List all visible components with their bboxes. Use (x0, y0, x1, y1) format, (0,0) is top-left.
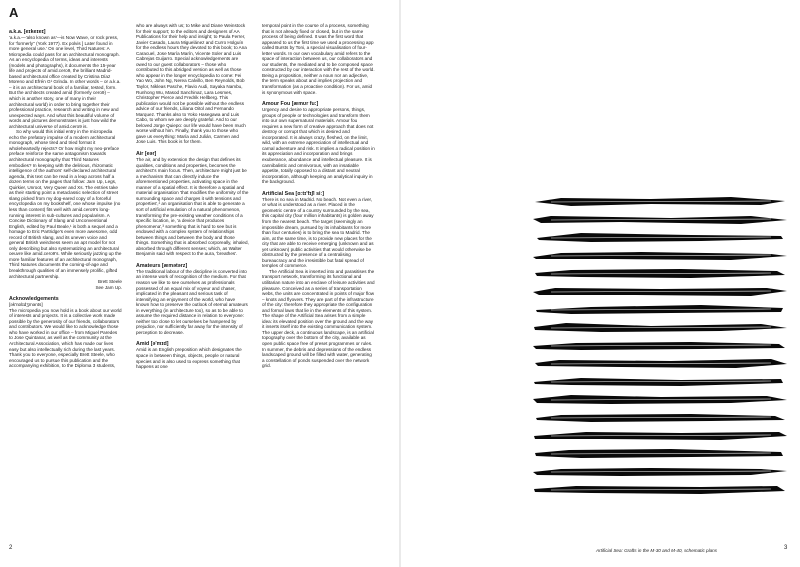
schematic-plan-shape (531, 430, 789, 441)
entry-heading: Amateurs [æmətərz] (136, 262, 188, 269)
schematic-plan-shape (531, 484, 789, 495)
entry-heading: Artificial Sea [ɑːtɪ'fɪʃl siː] (262, 190, 325, 197)
schematic-plan-shape (531, 268, 789, 279)
body-paragraph: Brett Steele (97, 279, 122, 285)
text-column-1 (9, 23, 122, 369)
body-paragraph: who are always with us; to Mike and Diane Weinstock for their support; to the editors and designers of AA Publications for their help and insight; to Paula Ferrer, Javier Casado, Laura Miguelánez and Curro Holguín for the endless hours they devoted to this book; to Ana Caracuel, Jose María Marín, Vicente Soler and Luis Cabrejas Guijarro. Special acknowledgements are owed to our guest collaborators – those who contributed to this abridged version as well as those who appear in the longer encyclopedia to come: Fei Yao Wo, John Ng, Nerea Calvillo, Ben Reynolds, Bob Taylor, Nikleas Pasche, Flavio Audi, Sayaka Nambu, Runhong Wu, Masod Sanchinaz, Lara Lesmes, Christopher Pierce and Fredrik Hellberg. This publication would not be possible without the endless advice of our friends, Liliana Oitol and Fernando Marquez. Thanks also to Yoko Hasegawa and Luis Cabo, to whom we are deeply grateful. And to our beloved Jorge Quiepo: our life would have been much worse without him. Finally, thank you to those who gave us everything: María and Julián, Carmen and Jose Luis. This book is for them. (136, 23, 247, 145)
entry-heading: Acknowledgements (9, 296, 59, 303)
body-paragraph: The micropedia you now hold is a book about our world of interests and projects. It is a collective work made possible by the generosity of our friends, collaborators and contributors. We would like to acknowledge those who have worked in our office – from Miguel Paredes to Jose Quintanar, as well as the community at the Architectural Association, which has made our lives easy but also intellectually rich during the last years. Thank you to everyone, especially Brett Steele, who encouraged us to pursue this publication and the accompanying exhibition, to the Diploma 3 students, (9, 307, 122, 369)
section-letter: A (9, 5, 19, 20)
schematic-plan-shape (531, 340, 789, 351)
schematic-plan-shape (531, 232, 789, 243)
body-paragraph: The Artificial Sea is inserted into and parasitises the transport network, transforming its functional and utilitarian nature into an enclave of leisure activities and pleasure. Conceived as a series of transportation webs, the units are concentrated in points of major flow – knots and flyovers. They are part of the infrastructure of the city: therefore they appropriate the configuration and formal laws that lie in the elements of this system. The shape of the Artificial Sea arises from a simple idea: its elevated position over the ground and the way it inserts itself into the existing communication system. The upper deck, a continuous landscape, is an artificial topography over the bottom of the city, available as open public space free of preset programmes or rules. In summer, the debris and depressions of the endless landscaped ground will be filled with water, generating a constellation of ponds suspended over the network grid. (262, 268, 375, 369)
body-paragraph: temporal point in the course of a process, something that is not already fixed or closed, but in the same process of being defined. It was the first word that appeared to us the first time we used a processing app called Bursts by Toni, a special visualisation of four-letter words. In our own vocabulary amid refers to the space of interaction between us, our collaborators and our students, the mediated and to be composed space constructed by our interaction with the rest of the world. Being a proposition, neither a noun nor an adjective, the term speaks about and implies projection and transformation (as a proactive condition). For us, amid is synonymous with space. (262, 23, 375, 95)
schematic-plan-shape (531, 358, 789, 369)
text-column-2 (136, 23, 249, 370)
page-number-left: 2 (9, 545, 13, 551)
schematic-plan-shape (531, 286, 789, 297)
body-paragraph: So why would this initial entry in the micropedia echo the prefatory impulse of a modern architectural monograph, whose tired and tried format it wholeheartedly rejects? Or how might my neo-preface preface reinforce the same antagonism towards architectural monography that Third Natures embodies? In keeping with the delirious, rhizomatic intelligence of the authors' self-declared architectural agenda, this text can be read in a leap across half a dozen terms on the pages that follow: Jam Up, Legs, Quirkier, Unroot, Very Queer and Xs. The entries take as their starting point a metaclassic selection of street slang picked from my dog-eared copy of a forceful encyclopedia on my bookshelf, one whose impulse (no less than content) fits well with amid.cero9's long-running interest in sub-cultures and popularism. A Concise Dictionary of Slang and Unconventional English, edited by Paul Beale,¹ is both a sequel and a homage to Eric Partridge's even more awesome, odd record of British slang, and its uneven voice and general British weirdness seem an apt model for not only describing but also systematizing an architectural oeuvre like amid.cero9's. While seriously jazzing up the more familiar features of an architectural monograph, Third Natures documents the coming-of-age and breakthrough qualities of an immensely prolific, gifted architectural partnership. (9, 129, 122, 279)
entry-heading: a.k.a. [eɪkeɪeɪ] (9, 29, 46, 35)
page-gutter (399, 0, 401, 567)
figure-caption: Artificial Sea: Grafts in the M-30 and M-40, schematic plans (596, 548, 718, 553)
body-paragraph: There is no sea in Madrid. No beach. Not even a river, or what is understood as a river. Placed in the geometric centre of a country surrounded by the sea, this capital city (four million inhabitants) is golden away from the nearest beach. The target (seemingly an impossible dream, pursued by its inhabitants for more than four centuries) is to bring the sea to Madrid. The aim, at the same time, is to provide new places for the city that are able to receive emerging (unknown and as yet unknown) public activities that would otherwise be obstructed by the presence of a centralising bureaucracy and the irresistible but fatal spread of temples of commerce. (262, 196, 374, 269)
body-paragraph: See Jam Up. (95, 284, 122, 290)
schematic-plan-shape (531, 304, 789, 315)
schematic-plan-shape (531, 214, 789, 225)
entry-heading: Air [eər] (136, 151, 157, 158)
schematic-plan-shape (531, 394, 789, 405)
schematic-plan-shape (531, 196, 789, 207)
entry-phonetic: [ək'nɒlɪdʒmənts] (9, 302, 43, 308)
schematic-plan-shape (531, 466, 789, 477)
body-paragraph: The air, and by extension the design that defines its qualities, conditions and properties, becomes the architect's main focus. Then, architecture might just be a mechanism that can directly induce the aforementioned properties, activating space in the manner of a spatial effect. It is therefore a spatial and material organisation 'that modifies the uniformity of the surrounding space and charges it with tensions and properties',² an organisation that is able to generate a sort of artificial emulation of a natural phenomenon, transforming the pre-existing weather conditions of a specific location, ie, 'a device that produces phenomena',³ something that is hard to see but is endowed with a complex system of relationships between things and between the body and those things. Something that is absorbed corporeally, inhaled, absorbed through different senses; which, as Walter Benjamin said with respect to the aura, 'breathes'. (136, 157, 249, 257)
text-column-3 (262, 23, 375, 369)
schematic-plan-shape (531, 250, 789, 261)
page-number-right: 3 (784, 545, 788, 551)
body-paragraph: Urgency and desire to appropriate persons, things, groups of people or technologies and transform them into our own supernatural materials. Amour fou requires a new form of creative approach that does not destroy or corrupt that which is desired and incorporated. It is always crazy, fleshed, on the limit, wild, with an extreme appreciation of intellectual and carnal adventure and risk. It implies a radical position in its appreciation and incorporation and brings exuberance, abundance and intellectual pleasure. It is cannibalistic and omnivorous, with an insatiable appetite, totally opposed to a distant and neutral incorporation, although keeping an analytical inquiry in the background. (262, 107, 375, 185)
body-paragraph: The traditional labour of the discipline is converted into an intense work of recognition of the medium. For that reason we like to see ourselves as professionals possessed of an equal mix of voyeur and chaser, implicated in the pleasant and serious task of intensifying an enjoyment of the world, who have known how to preserve the outlook of eternal amateurs in everything (in architecture too), so as to be able to assume the required distance in relation to everyone: neither too close to let ourselves be hampered by prejudice, nor sufficiently far away for the intensity of perception to decrease. (136, 268, 248, 335)
entry-heading: Amour Fou [æmʊr fu:] (262, 101, 319, 108)
schematic-plan-shape (531, 322, 789, 333)
schematic-plan-shape (531, 376, 789, 387)
artificial-sea-figure (531, 196, 789, 502)
entry-heading: Amid [ə'mɪd] (136, 341, 169, 348)
body-paragraph: Amid is an English preposition which designates the space in between things, objects, people or natural species and is also used to express something that happens at one (136, 347, 242, 370)
schematic-plan-shape (531, 412, 789, 423)
schematic-plan-shape (531, 448, 789, 459)
body-paragraph: 'a.k.a.—'also known as'—is Now Wave, or rock press, for 'formerly'' (York 1977). Ex polvis ] Later found in more general use.' On one level, Third Natures: A Micropedia could pass for an architectural monograph. As an encyclopedia of terms, ideas and interests (models and photographs), it documents the 15-year life and projects of amid.cero9, the brilliant Madrid-based architectural office created by Cristina Díaz Moreno and Efrén G¹ Grinda. In other words – or a.k.a. – it is an architectural book of a familiar, tested, form. But the architects created amid (formerly cero9) – which is another story, one of many in their architectural world) in order to bring together their professional practice, research and writing in new and unexpected ways. And what this beautiful volume of words and pictures demonstrates is just how wild the architectural universe of amid.cero9 is. (9, 35, 121, 129)
